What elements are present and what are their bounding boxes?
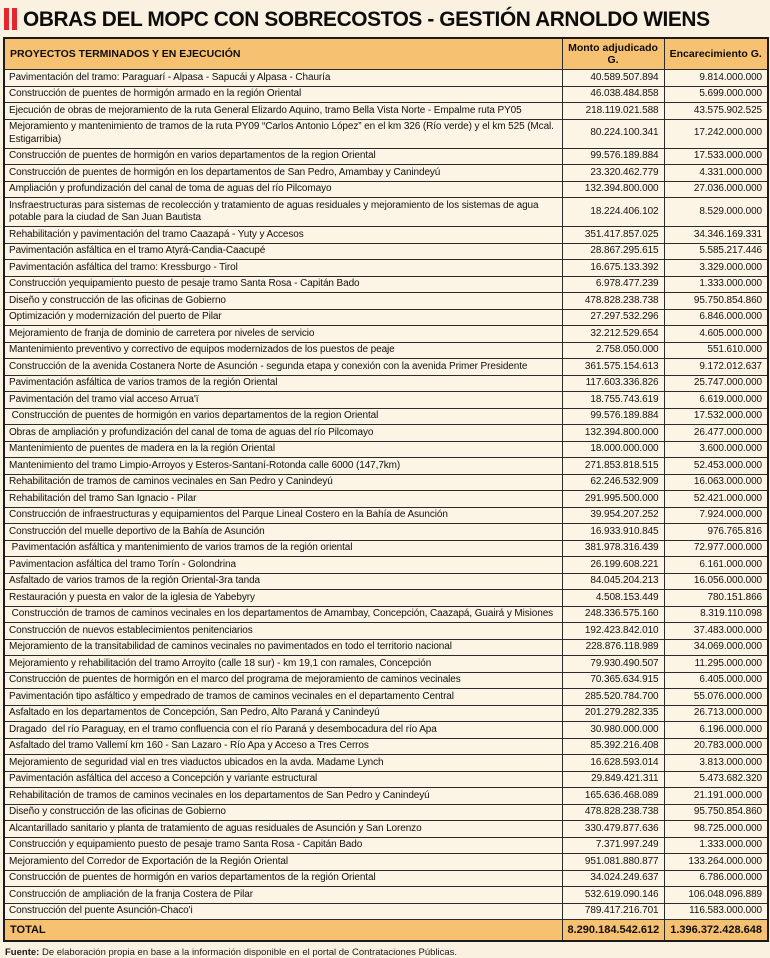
table-row bbox=[4, 573, 768, 590]
page-title: OBRAS DEL MOPC CON SOBRECOSTOS - GESTIÓN ARNOLDO WIENS bbox=[23, 6, 710, 31]
overrun-cell: 7.924.000.000 bbox=[664, 507, 768, 524]
project-cell: Mantenimiento de puentes de madera en la la región Oriental bbox=[4, 441, 562, 458]
awarded-cell: 2.758.050.000 bbox=[562, 342, 664, 359]
awarded-cell: 40.589.507.894 bbox=[562, 70, 664, 87]
project-cell: Construcción de nuevos establecimientos penitenciarios bbox=[4, 623, 562, 640]
project-cell: Asfaltado en los departamentos de Concepción, San Pedro, Alto Paraná y Canindeyú bbox=[4, 705, 562, 722]
project-cell: Construcción de tramos de caminos vecinales en los departamentos de Amambay, Concepción, Caazapá, Guairá y Misiones bbox=[4, 606, 562, 623]
table-row bbox=[4, 606, 768, 623]
table-row bbox=[4, 903, 768, 920]
project-cell: Construcción de puentes de hormigón armado en la región Oriental bbox=[4, 86, 562, 103]
project-cell: Rehabilitación de tramos de caminos vecinales en San Pedro y Canindeyú bbox=[4, 474, 562, 491]
awarded-cell: 70.365.634.915 bbox=[562, 672, 664, 689]
awarded-cell: 30.980.000.000 bbox=[562, 722, 664, 739]
overrun-cell: 26.713.000.000 bbox=[664, 705, 768, 722]
awarded-cell: 248.336.575.160 bbox=[562, 606, 664, 623]
overrun-cell: 551.610.000 bbox=[664, 342, 768, 359]
project-cell: Construcción de puentes de hormigón en varios departamentos de la region Oriental bbox=[4, 148, 562, 165]
project-cell: Rehabilitación del tramo San Ignacio - Pilar bbox=[4, 491, 562, 508]
awarded-cell: 351.417.857.025 bbox=[562, 227, 664, 244]
table-row bbox=[4, 623, 768, 640]
project-cell: Construcción de puentes de hormigón en el marco del programa de mejoramiento de caminos vecinales bbox=[4, 672, 562, 689]
overrun-cell: 4.605.000.000 bbox=[664, 326, 768, 343]
overrun-cell: 20.783.000.000 bbox=[664, 738, 768, 755]
awarded-cell: 165.636.468.089 bbox=[562, 788, 664, 805]
overrun-cell: 116.583.000.000 bbox=[664, 903, 768, 920]
overrun-cell: 17.242.000.000 bbox=[664, 119, 768, 148]
awarded-cell: 18.755.743.619 bbox=[562, 392, 664, 409]
overrun-cell: 27.036.000.000 bbox=[664, 181, 768, 198]
project-cell: Construcción y equipamiento puesto de pesaje tramo Santa Rosa - Capitán Bado bbox=[4, 837, 562, 854]
awarded-cell: 532.619.090.146 bbox=[562, 887, 664, 904]
table-row bbox=[4, 557, 768, 574]
overrun-cell: 9.172.012.637 bbox=[664, 359, 768, 376]
overrun-cell: 1.333.000.000 bbox=[664, 276, 768, 293]
red-bars-icon bbox=[4, 8, 17, 30]
table-row bbox=[4, 458, 768, 475]
overrun-cell: 780.151.866 bbox=[664, 590, 768, 607]
project-cell: Construcción del muelle deportivo de la Bahía de Asunción bbox=[4, 524, 562, 541]
project-cell: Asfaltado de varios tramos de la región Oriental-3ra tanda bbox=[4, 573, 562, 590]
project-cell: Mejoramiento de la transitabilidad de caminos vecinales no pavimentados en todo el territorio nacional bbox=[4, 639, 562, 656]
table-row bbox=[4, 198, 768, 227]
table-row bbox=[4, 491, 768, 508]
project-cell: Mantenimiento del tramo Limpio-Arroyos y Esteros-Santaní-Rotonda calle 6000 (147,7km) bbox=[4, 458, 562, 475]
project-cell: Mantenimiento preventivo y correctivo de equipos modernizados de los puestos de peaje bbox=[4, 342, 562, 359]
awarded-cell: 132.394.800.000 bbox=[562, 425, 664, 442]
project-cell: Construcción de la avenida Costanera Norte de Asunción - segunda etapa y conexión con la avenida Primer Presidente bbox=[4, 359, 562, 376]
awarded-cell: 29.849.421.311 bbox=[562, 771, 664, 788]
project-cell: Construcción de puentes de hormigón en varios departamentos de la región Oriental bbox=[4, 870, 562, 887]
title-bar bbox=[4, 6, 767, 32]
project-cell: Rehabilitación y pavimentación del tramo Caazapá - Yuty y Accesos bbox=[4, 227, 562, 244]
awarded-cell: 23.320.462.779 bbox=[562, 165, 664, 182]
project-cell: Dragado del río Paraguay, en el tramo confluencia con el río Paraná y desembocadura del río Apa bbox=[4, 722, 562, 739]
table-row bbox=[4, 293, 768, 310]
table-body bbox=[4, 70, 768, 920]
awarded-cell: 16.675.133.392 bbox=[562, 260, 664, 277]
overrun-cell: 98.725.000.000 bbox=[664, 821, 768, 838]
awarded-cell: 27.297.532.296 bbox=[562, 309, 664, 326]
project-cell: Alcantarillado sanitario y planta de tratamiento de aguas residuales de Asunción y San Lorenzo bbox=[4, 821, 562, 838]
awarded-cell: 271.853.818.515 bbox=[562, 458, 664, 475]
overrun-cell: 5.473.682.320 bbox=[664, 771, 768, 788]
total-awarded: 8.290.184.542.612 bbox=[562, 920, 664, 942]
table-row bbox=[4, 507, 768, 524]
table-row bbox=[4, 837, 768, 854]
table-row bbox=[4, 705, 768, 722]
project-cell: Pavimentación tipo asfáltico y empedrado de tramos de caminos vecinales en el departamento Central bbox=[4, 689, 562, 706]
table-row bbox=[4, 689, 768, 706]
table-row bbox=[4, 854, 768, 871]
project-cell: Mejoramiento de seguridad vial en tres viaductos ubicados en la avda. Madame Lynch bbox=[4, 755, 562, 772]
table-row bbox=[4, 276, 768, 293]
project-cell: Asfaltado del tramo Vallemí km 160 - San Lazaro - Río Apa y Acceso a Tres Cerros bbox=[4, 738, 562, 755]
project-cell: Construcción yequipamiento puesto de pesaje tramo Santa Rosa - Capitán Bado bbox=[4, 276, 562, 293]
awarded-cell: 4.508.153.449 bbox=[562, 590, 664, 607]
overrun-cell: 34.069.000.000 bbox=[664, 639, 768, 656]
awarded-cell: 46.038.484.858 bbox=[562, 86, 664, 103]
awarded-cell: 85.392.216.408 bbox=[562, 738, 664, 755]
project-cell: Pavimentación asfáltica y mantenimiento de varios tramos de la región oriental bbox=[4, 540, 562, 557]
project-cell: Construcción de ampliación de la franja Costera de Pilar bbox=[4, 887, 562, 904]
source-note bbox=[5, 947, 767, 958]
table-row bbox=[4, 148, 768, 165]
project-cell: Optimización y modernización del puerto de Pilar bbox=[4, 309, 562, 326]
overrun-cell: 21.191.000.000 bbox=[664, 788, 768, 805]
awarded-cell: 478.828.238.738 bbox=[562, 293, 664, 310]
overrun-cell: 25.747.000.000 bbox=[664, 375, 768, 392]
table-row bbox=[4, 540, 768, 557]
overrun-cell: 106.048.096.889 bbox=[664, 887, 768, 904]
awarded-cell: 381.978.316.439 bbox=[562, 540, 664, 557]
table-row bbox=[4, 804, 768, 821]
overrun-cell: 3.329.000.000 bbox=[664, 260, 768, 277]
awarded-cell: 39.954.207.252 bbox=[562, 507, 664, 524]
overrun-cell: 3.813.000.000 bbox=[664, 755, 768, 772]
overrun-cell: 95.750.854.860 bbox=[664, 804, 768, 821]
overrun-cell: 72.977.000.000 bbox=[664, 540, 768, 557]
overrun-cell: 16.063.000.000 bbox=[664, 474, 768, 491]
source-note-text: De elaboración propia en base a la información disponible en el portal de Contrataciones Públicas. bbox=[39, 947, 458, 958]
project-cell: Insfraestructuras para sistemas de recolección y tratamiento de aguas residuales y mejoramiento de los sistemas de agua potable para la ciudad de San Juan Bautista bbox=[4, 198, 562, 227]
table-row bbox=[4, 788, 768, 805]
table-row bbox=[4, 425, 768, 442]
overrun-cell: 43.575.902.525 bbox=[664, 103, 768, 120]
table-row bbox=[4, 309, 768, 326]
project-cell: Mejoramiento y rehabilitación del tramo Arroyito (calle 18 sur) - km 19,1 con ramales, Concepción bbox=[4, 656, 562, 673]
overrun-cell: 6.405.000.000 bbox=[664, 672, 768, 689]
overrun-cell: 6.846.000.000 bbox=[664, 309, 768, 326]
project-cell: Restauración y puesta en valor de la iglesia de Yabebyry bbox=[4, 590, 562, 607]
project-cell: Construcción de puentes de hormigón en varios departamentos de la region Oriental bbox=[4, 408, 562, 425]
total-overrun: 1.396.372.428.648 bbox=[664, 920, 768, 942]
overrun-cell: 1.333.000.000 bbox=[664, 837, 768, 854]
total-label: TOTAL bbox=[4, 920, 562, 942]
project-cell: Diseño y construcción de las oficinas de Gobierno bbox=[4, 804, 562, 821]
overrun-cell: 9.814.000.000 bbox=[664, 70, 768, 87]
total-row bbox=[4, 920, 768, 942]
awarded-cell: 228.876.118.989 bbox=[562, 639, 664, 656]
table-row bbox=[4, 227, 768, 244]
table-row bbox=[4, 86, 768, 103]
project-cell: Pavimentación asfáltica del tramo: Kressburgo - Tirol bbox=[4, 260, 562, 277]
overrun-cell: 6.786.000.000 bbox=[664, 870, 768, 887]
column-header-projects: PROYECTOS TERMINADOS Y EN EJECUCIÓN bbox=[4, 38, 562, 70]
overrun-cell: 4.331.000.000 bbox=[664, 165, 768, 182]
awarded-cell: 361.575.154.613 bbox=[562, 359, 664, 376]
awarded-cell: 28.867.295.615 bbox=[562, 243, 664, 260]
awarded-cell: 7.371.997.249 bbox=[562, 837, 664, 854]
table-row bbox=[4, 165, 768, 182]
project-cell: Pavimentación asfáltica en el tramo Atyrá-Candia-Caacupé bbox=[4, 243, 562, 260]
table-row bbox=[4, 70, 768, 87]
awarded-cell: 6.978.477.239 bbox=[562, 276, 664, 293]
cost-overrun-table bbox=[3, 37, 769, 942]
table-header bbox=[4, 38, 768, 70]
awarded-cell: 99.576.189.884 bbox=[562, 408, 664, 425]
red-bar bbox=[12, 8, 17, 30]
awarded-cell: 16.628.593.014 bbox=[562, 755, 664, 772]
overrun-cell: 52.421.000.000 bbox=[664, 491, 768, 508]
awarded-cell: 192.423.842.010 bbox=[562, 623, 664, 640]
table-row bbox=[4, 672, 768, 689]
project-cell: Construcción del puente Asunción-Chaco'i bbox=[4, 903, 562, 920]
table-row bbox=[4, 243, 768, 260]
table-row bbox=[4, 738, 768, 755]
overrun-cell: 55.076.000.000 bbox=[664, 689, 768, 706]
overrun-cell: 8.319.110.098 bbox=[664, 606, 768, 623]
awarded-cell: 285.520.784.700 bbox=[562, 689, 664, 706]
awarded-cell: 330.479.877.636 bbox=[562, 821, 664, 838]
awarded-cell: 201.279.282.335 bbox=[562, 705, 664, 722]
awarded-cell: 62.246.532.909 bbox=[562, 474, 664, 491]
project-cell: Mejoramiento del Corredor de Exportación de la Región Oriental bbox=[4, 854, 562, 871]
overrun-cell: 34.346.169.331 bbox=[664, 227, 768, 244]
table-row bbox=[4, 441, 768, 458]
awarded-cell: 218.119.021.588 bbox=[562, 103, 664, 120]
project-cell: Mejoramiento y mantenimiento de tramos de la ruta PY09 “Carlos Antonio López” en el km 326 (Río verde) y el km 525 (Mcal. Estigarribia) bbox=[4, 119, 562, 148]
awarded-cell: 478.828.238.738 bbox=[562, 804, 664, 821]
awarded-cell: 16.933.910.845 bbox=[562, 524, 664, 541]
table-row bbox=[4, 392, 768, 409]
awarded-cell: 79.930.490.507 bbox=[562, 656, 664, 673]
table-row bbox=[4, 821, 768, 838]
awarded-cell: 18.000.000.000 bbox=[562, 441, 664, 458]
table-row bbox=[4, 103, 768, 120]
awarded-cell: 80.224.100.341 bbox=[562, 119, 664, 148]
overrun-cell: 17.532.000.000 bbox=[664, 408, 768, 425]
column-header-overrun: Encarecimiento G. bbox=[664, 38, 768, 70]
overrun-cell: 6.196.000.000 bbox=[664, 722, 768, 739]
table-row bbox=[4, 755, 768, 772]
table-row bbox=[4, 119, 768, 148]
overrun-cell: 8.529.000.000 bbox=[664, 198, 768, 227]
table-row bbox=[4, 359, 768, 376]
overrun-cell: 6.161.000.000 bbox=[664, 557, 768, 574]
table-row bbox=[4, 639, 768, 656]
table-row bbox=[4, 326, 768, 343]
project-cell: Pavimentación asfáltica del acceso a Concepción y variante estructural bbox=[4, 771, 562, 788]
table-row bbox=[4, 870, 768, 887]
table-row bbox=[4, 474, 768, 491]
awarded-cell: 99.576.189.884 bbox=[562, 148, 664, 165]
awarded-cell: 26.199.608.221 bbox=[562, 557, 664, 574]
source-note-prefix: Fuente: bbox=[5, 947, 40, 958]
overrun-cell: 16.056.000.000 bbox=[664, 573, 768, 590]
table-footer bbox=[4, 920, 768, 942]
awarded-cell: 117.603.336.826 bbox=[562, 375, 664, 392]
awarded-cell: 32.212.529.654 bbox=[562, 326, 664, 343]
overrun-cell: 976.765.816 bbox=[664, 524, 768, 541]
overrun-cell: 37.483.000.000 bbox=[664, 623, 768, 640]
awarded-cell: 34.024.249.637 bbox=[562, 870, 664, 887]
overrun-cell: 17.533.000.000 bbox=[664, 148, 768, 165]
overrun-cell: 133.264.000.000 bbox=[664, 854, 768, 871]
overrun-cell: 95.750.854.860 bbox=[664, 293, 768, 310]
header-row bbox=[4, 38, 768, 70]
awarded-cell: 951.081.880.877 bbox=[562, 854, 664, 871]
overrun-cell: 5.699.000.000 bbox=[664, 86, 768, 103]
table-row bbox=[4, 408, 768, 425]
overrun-cell: 11.295.000.000 bbox=[664, 656, 768, 673]
table-row bbox=[4, 771, 768, 788]
overrun-cell: 26.477.000.000 bbox=[664, 425, 768, 442]
red-bar bbox=[4, 8, 9, 30]
table-row bbox=[4, 260, 768, 277]
project-cell: Construcción de infraestructuras y equipamientos del Parque Lineal Costero en la Bahía de Asunción bbox=[4, 507, 562, 524]
table-row bbox=[4, 342, 768, 359]
overrun-cell: 5.585.217.446 bbox=[664, 243, 768, 260]
project-cell: Ampliación y profundización del canal de toma de aguas del río Pilcomayo bbox=[4, 181, 562, 198]
overrun-cell: 6.619.000.000 bbox=[664, 392, 768, 409]
table-row bbox=[4, 181, 768, 198]
project-cell: Ejecución de obras de mejoramiento de la ruta General Elizardo Aquino, tramo Bella Vista Norte - Empalme ruta PY05 bbox=[4, 103, 562, 120]
table-row bbox=[4, 656, 768, 673]
project-cell: Pavimentacion asfáltica del tramo Torín - Golondrina bbox=[4, 557, 562, 574]
awarded-cell: 789.417.216.701 bbox=[562, 903, 664, 920]
project-cell: Diseño y construcción de las oficinas de Gobierno bbox=[4, 293, 562, 310]
overrun-cell: 3.600.000.000 bbox=[664, 441, 768, 458]
table-row bbox=[4, 590, 768, 607]
awarded-cell: 18.224.406.102 bbox=[562, 198, 664, 227]
project-cell: Obras de ampliación y profundización del canal de toma de aguas del río Pilcomayo bbox=[4, 425, 562, 442]
table-row bbox=[4, 887, 768, 904]
project-cell: Mejoramiento de franja de dominio de carretera por niveles de servicio bbox=[4, 326, 562, 343]
project-cell: Rehabilitación de tramos de caminos vecinales en los departamentos de San Pedro y Canindeyú bbox=[4, 788, 562, 805]
project-cell: Construcción de puentes de hormigón en los departamentos de San Pedro, Amambay y Canindeyú bbox=[4, 165, 562, 182]
table-row bbox=[4, 375, 768, 392]
project-cell: Pavimentación del tramo vial acceso Arrua'ï bbox=[4, 392, 562, 409]
project-cell: Pavimentación asfáltica de varios tramos de la región Oriental bbox=[4, 375, 562, 392]
overrun-cell: 52.453.000.000 bbox=[664, 458, 768, 475]
awarded-cell: 291.995.500.000 bbox=[562, 491, 664, 508]
awarded-cell: 132.394.800.000 bbox=[562, 181, 664, 198]
table-row bbox=[4, 524, 768, 541]
column-header-awarded: Monto adjudicado G. bbox=[562, 38, 664, 70]
awarded-cell: 84.045.204.213 bbox=[562, 573, 664, 590]
table-row bbox=[4, 722, 768, 739]
project-cell: Pavimentación del tramo: Paraguarí - Alpasa - Sapucái y Alpasa - Chauría bbox=[4, 70, 562, 87]
